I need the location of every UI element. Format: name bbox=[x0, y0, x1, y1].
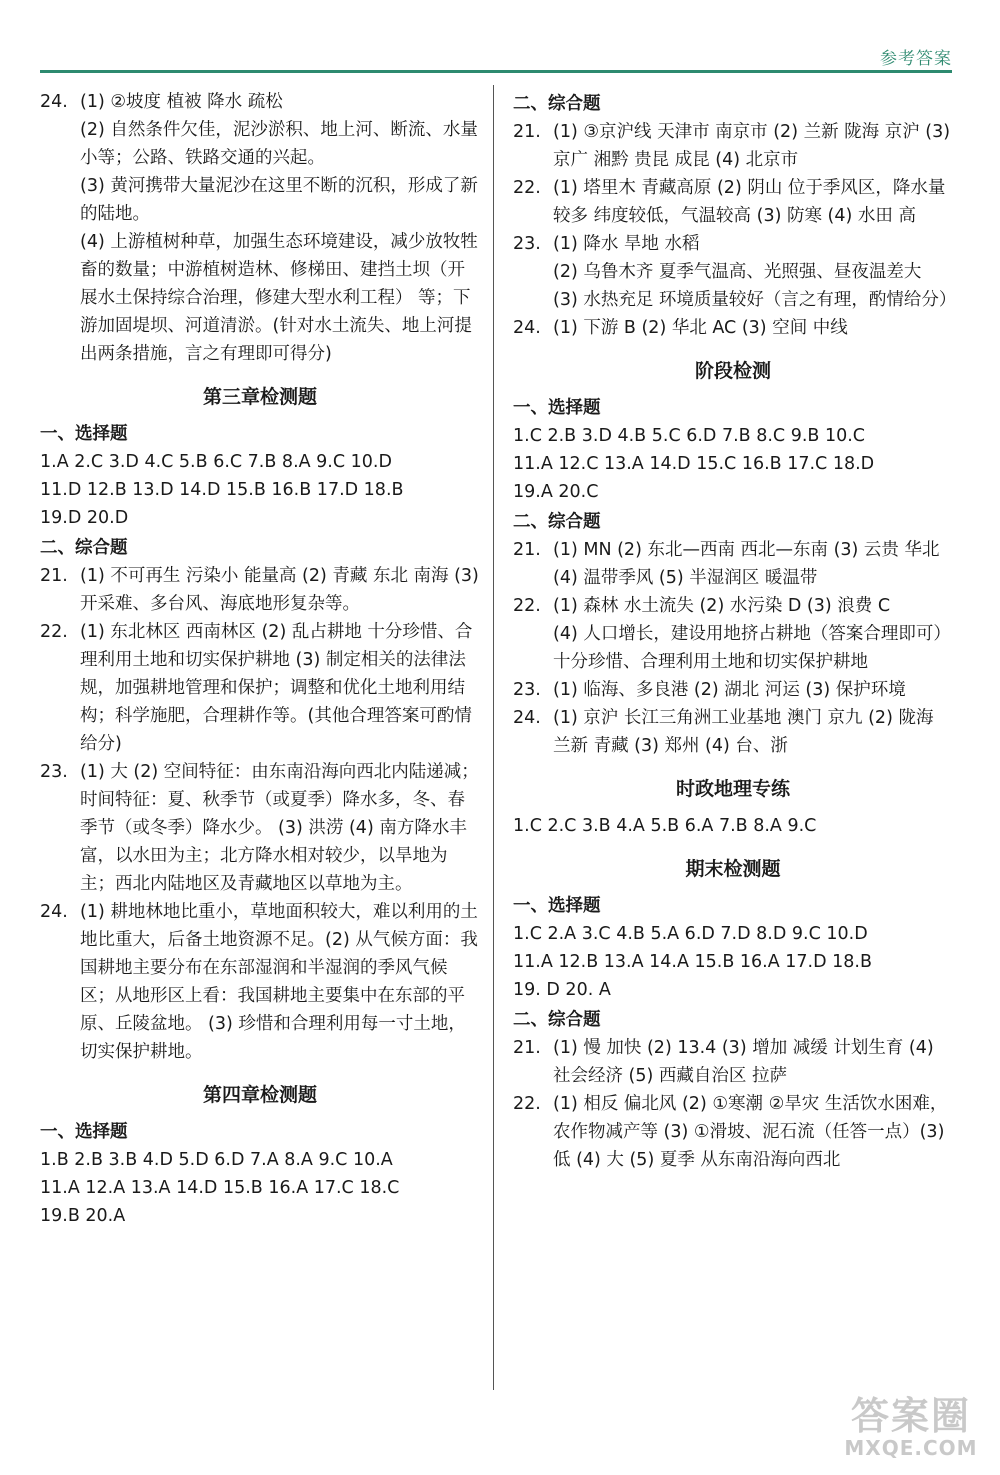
answer-line: (3) 黄河携带大量泥沙在这里不断的沉积，形成了新的陆地。 bbox=[80, 176, 478, 224]
header-title: 参考答案 bbox=[880, 49, 952, 69]
answer-item bbox=[513, 118, 953, 174]
chapter-heading: 阶段检测 bbox=[694, 360, 771, 382]
item-number: 23. bbox=[40, 762, 68, 782]
item-body: (1) 下游 B (2) 华北 AC (3) 空间 中线 bbox=[553, 318, 848, 338]
item-body: (1) 京沪 长江三角洲工业基地 澳门 京九 (2) 陇海 兰新 青藏 (3) 郑州 (4) 台、浙 bbox=[553, 708, 934, 756]
choice-line: 1.C 2.B 3.D 4.B 5.C 6.D 7.B 8.C 9.B 10.C bbox=[513, 426, 866, 446]
section-heading: 二、综合题 bbox=[513, 1010, 601, 1030]
choice-line: 1.C 2.A 3.C 4.B 5.A 6.D 7.D 8.D 9.C 10.D bbox=[513, 924, 868, 944]
chapter-heading: 期末检测题 bbox=[685, 858, 781, 880]
item-body: (1) 临海、多良港 (2) 湖北 河运 (3) 保护环境 bbox=[553, 680, 906, 700]
item-number: 24. bbox=[513, 708, 541, 728]
answer-item bbox=[513, 1090, 953, 1174]
answer-item bbox=[513, 536, 953, 592]
answer-line: (4) 人口增长，建设用地挤占耕地（答案合理即可） 十分珍惜、合理利用土地和切实保护耕地 bbox=[553, 624, 951, 672]
site-watermark bbox=[836, 1395, 986, 1467]
answer-item bbox=[40, 562, 480, 618]
left-column bbox=[40, 88, 480, 1230]
item-number: 22. bbox=[513, 596, 541, 616]
section-heading: 一、选择题 bbox=[40, 1122, 128, 1142]
answer-item-24 bbox=[40, 88, 480, 368]
choice-line: 19. D 20. A bbox=[513, 980, 611, 1000]
item-body: (1) MN (2) 东北—西南 西北—东南 (3) 云贵 华北 (4) 温带季风 (5) 半湿润区 暖温带 bbox=[553, 540, 940, 588]
choice-line: 19.D 20.D bbox=[40, 508, 129, 528]
answer-item bbox=[513, 1034, 953, 1090]
answer-item bbox=[40, 618, 480, 758]
answer-line: (2) 自然条件欠佳，泥沙淤积、地上河、断流、水量小等；公路、铁路交通的兴起。 bbox=[80, 120, 478, 168]
item-number: 22. bbox=[513, 1094, 541, 1114]
item-body: (1) 大 (2) 空间特征：由东南沿海向西北内陆递减；时间特征：夏、秋季节（或夏季）降水多，冬、春季节（或冬季）降水少。 (3) 洪涝 (4) 南方降水丰富，以水田为主；北方降水相对较少，以旱地为主；西北内陆地区及青藏地区以草地为主。 bbox=[80, 762, 479, 894]
item-body: (1) 相反 偏北风 (2) ①寒潮 ②旱灾 生活饮水困难，农作物减产等 (3) ①滑坡、泥石流（任答一点）(3) 低 (4) 大 (5) 夏季 从东南沿海向西北 bbox=[553, 1094, 948, 1170]
choice-line: 19.A 20.C bbox=[513, 482, 599, 502]
item-body bbox=[80, 88, 480, 368]
item-body bbox=[553, 592, 953, 676]
item-number: 21. bbox=[513, 122, 541, 142]
item-body: (1) 不可再生 污染小 能量高 (2) 青藏 东北 南海 (3) 开采难、多台风、海底地形复杂等。 bbox=[80, 566, 479, 614]
item-body bbox=[553, 230, 957, 314]
item-number: 24. bbox=[40, 902, 68, 922]
section-heading: 一、选择题 bbox=[40, 424, 128, 444]
answer-line: (3) 水热充足 环境质量较好（言之有理，酌情给分） bbox=[553, 290, 957, 310]
item-body: (1) 耕地林地比重小，草地面积较大，难以利用的土地比重大，后备土地资源不足。(2) 从气候方面：我国耕地主要分布在东部湿润和半湿润的季风气候区；从地形区上看：我国耕地主要集中在东部的平原、丘陵盆地。 (3) 珍惜和合理利用每一寸土地，切实保护耕地。 bbox=[80, 902, 478, 1062]
choice-line: 1.C 2.C 3.B 4.A 5.B 6.A 7.B 8.A 9.C bbox=[513, 816, 817, 836]
item-number: 21. bbox=[40, 566, 68, 586]
column-divider bbox=[493, 85, 494, 1390]
answer-item bbox=[40, 898, 480, 1066]
section-heading: 一、选择题 bbox=[513, 398, 601, 418]
right-column bbox=[513, 88, 957, 1174]
header-rule bbox=[40, 70, 952, 73]
choice-line: 11.A 12.C 13.A 14.D 15.C 16.B 17.C 18.D bbox=[513, 454, 875, 474]
chapter-heading: 第三章检测题 bbox=[202, 386, 317, 408]
choice-line: 1.B 2.B 3.B 4.D 5.D 6.D 7.A 8.A 9.C 10.A bbox=[40, 1150, 393, 1170]
choice-line: 11.A 12.B 13.A 14.A 15.B 16.A 17.D 18.B bbox=[513, 952, 872, 972]
answer-item bbox=[513, 230, 957, 314]
answer-line: (4) 上游植树种草，加强生态环境建设，减少放牧牲畜的数量；中游植树造林、修梯田、建挡土坝（开展水土保持综合治理，修建大型水利工程） 等；下游加固堤坝、河道清淤。(针对水土流失、地上河提出两条措施，言之有理即可得分) bbox=[80, 232, 478, 364]
answer-item bbox=[513, 314, 953, 342]
chapter-heading: 时政地理专练 bbox=[675, 778, 790, 800]
watermark-sub: MXQE.COM bbox=[844, 1436, 978, 1460]
answer-line: (1) 森林 水土流失 (2) 水污染 D (3) 浪费 C bbox=[553, 596, 891, 616]
item-number: 24. bbox=[513, 318, 541, 338]
watermark-main: 答案圈 bbox=[850, 1394, 971, 1438]
item-number: 23. bbox=[513, 234, 541, 254]
section-heading: 二、综合题 bbox=[513, 94, 601, 114]
item-number: 22. bbox=[513, 178, 541, 198]
answer-item bbox=[513, 592, 953, 676]
section-heading: 二、综合题 bbox=[40, 538, 128, 558]
answer-item bbox=[513, 676, 953, 704]
item-body: (1) 慢 加快 (2) 13.4 (3) 增加 减缓 计划生育 (4) 社会经济 (5) 西藏自治区 拉萨 bbox=[553, 1038, 934, 1086]
answer-line: (1) 降水 旱地 水稻 bbox=[553, 234, 700, 254]
item-body: (1) ③京沪线 天津市 南京市 (2) 兰新 陇海 京沪 (3) 京广 湘黔 贵昆 成昆 (4) 北京市 bbox=[553, 122, 951, 170]
item-body: (1) 东北林区 西南林区 (2) 乱占耕地 十分珍惜、合理利用土地和切实保护耕地 (3) 制定相关的法律法规，加强耕地管理和保护；调整和优化土地利用结构；科学施肥，合理耕作等。(其他合理答案可酌情给分) bbox=[80, 622, 473, 754]
answer-item bbox=[513, 174, 953, 230]
chapter-heading: 第四章检测题 bbox=[202, 1084, 317, 1106]
choice-line: 11.A 12.A 13.A 14.D 15.B 16.A 17.C 18.C bbox=[40, 1178, 400, 1198]
item-number: 21. bbox=[513, 540, 541, 560]
item-number: 24. bbox=[40, 92, 68, 112]
item-number: 22. bbox=[40, 622, 68, 642]
item-body: (1) 塔里木 青藏高原 (2) 阴山 位于季风区，降水量较多 纬度较低，气温较高 (3) 防寒 (4) 水田 高 bbox=[553, 178, 946, 226]
choice-line: 11.D 12.B 13.D 14.D 15.B 16.B 17.D 18.B bbox=[40, 480, 404, 500]
item-number: 23. bbox=[513, 680, 541, 700]
answer-line: (1) ②坡度 植被 降水 疏松 bbox=[80, 92, 283, 112]
answer-line: (2) 乌鲁木齐 夏季气温高、光照强、昼夜温差大 bbox=[553, 262, 922, 282]
answer-item bbox=[40, 758, 480, 898]
choice-line: 19.B 20.A bbox=[40, 1206, 126, 1226]
choice-line: 1.A 2.C 3.D 4.C 5.B 6.C 7.B 8.A 9.C 10.D bbox=[40, 452, 392, 472]
section-heading: 一、选择题 bbox=[513, 896, 601, 916]
answer-item bbox=[513, 704, 953, 760]
section-heading: 二、综合题 bbox=[513, 512, 601, 532]
item-number: 21. bbox=[513, 1038, 541, 1058]
